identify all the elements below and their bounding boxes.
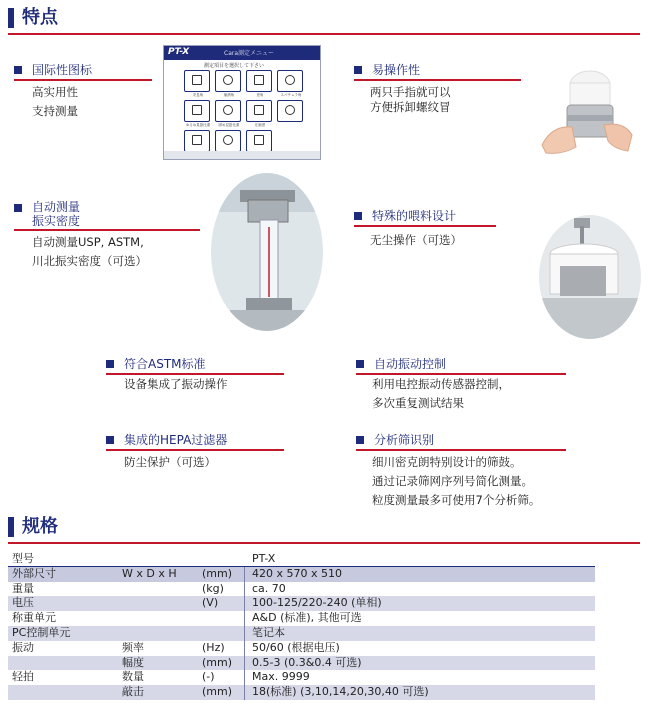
spec-cell-value: Max. 9999 bbox=[252, 670, 310, 684]
column-divider bbox=[244, 641, 245, 656]
specs-section-header bbox=[0, 513, 650, 543]
spec-cell-unit: (-) bbox=[202, 670, 215, 684]
spec-cell-label: 称重单元 bbox=[12, 611, 56, 625]
feature-heading-label: 自动振动控制 bbox=[374, 357, 447, 371]
spec-cell-unit: (Hz) bbox=[202, 640, 225, 654]
screen-menu-glyph bbox=[254, 135, 264, 145]
screen-menu-icon bbox=[184, 100, 211, 127]
screen-menu-label: 差角 bbox=[256, 93, 264, 97]
screen-menu-label: 固め見掛比重 bbox=[218, 123, 240, 127]
feature-line: 设备集成了振动操作 bbox=[124, 377, 228, 391]
feature-line: 自动测量USP, ASTM, bbox=[32, 235, 144, 249]
heading-underline bbox=[354, 79, 521, 81]
heading-underline bbox=[14, 79, 152, 81]
spec-table bbox=[8, 552, 595, 700]
features-title: 特点 bbox=[22, 7, 58, 28]
heading-underline bbox=[356, 373, 566, 375]
spec-cell-label: 外部尺寸 bbox=[12, 566, 56, 580]
table-row bbox=[8, 626, 595, 641]
feature-heading-auto-tap-density bbox=[14, 200, 200, 236]
table-row bbox=[8, 611, 595, 626]
feature-heading-label: 自动测量 bbox=[32, 200, 81, 214]
bullet-square bbox=[354, 66, 362, 74]
heading-underline bbox=[106, 449, 284, 451]
spec-cell-unit: (kg) bbox=[202, 581, 224, 595]
spec-cell-label: 电压 bbox=[12, 596, 34, 610]
bullet-square bbox=[14, 66, 22, 74]
heading-underline bbox=[14, 229, 200, 231]
feature-heading-label: 符合ASTM标准 bbox=[124, 357, 206, 371]
feature-line: 防尘保护（可选） bbox=[124, 455, 216, 469]
feature-line: 方便拆卸螺纹冒 bbox=[370, 100, 451, 114]
column-divider bbox=[244, 656, 245, 671]
feature-heading-label: 易操作性 bbox=[372, 63, 421, 77]
spec-cell-sub: 敲击 bbox=[122, 685, 144, 699]
bullet-square bbox=[356, 436, 364, 444]
feature-line: 利用电控振动传感器控制， bbox=[372, 377, 510, 391]
screen-menu-icon bbox=[277, 100, 303, 122]
feature-heading-label: 特殊的喂料设计 bbox=[372, 209, 457, 223]
screen-menu-label: 圧縮度 bbox=[254, 123, 266, 127]
spec-cell-sub: 频率 bbox=[122, 640, 144, 654]
section-rule bbox=[8, 542, 640, 544]
table-row bbox=[8, 596, 595, 611]
feature-line: 无尘操作（可选） bbox=[370, 233, 462, 247]
spec-cell-label: 轻拍 bbox=[12, 670, 34, 684]
feature-line: 粒度测量最多可使用7个分析筛。 bbox=[372, 493, 541, 507]
spec-cell-label: PC控制单元 bbox=[12, 625, 71, 639]
spec-cell-value: 100-125/220-240 (单相) bbox=[252, 596, 382, 610]
table-row bbox=[8, 685, 595, 700]
spec-cell-label: 振动 bbox=[12, 640, 34, 654]
spec-cell-value: 笔记本 bbox=[252, 625, 285, 639]
screen-menu-label: 安息角 bbox=[192, 93, 204, 97]
bullet-square bbox=[14, 204, 22, 212]
software-screenshot bbox=[163, 45, 321, 160]
screen-menu-glyph bbox=[223, 105, 233, 115]
bullet-square bbox=[356, 360, 364, 368]
spec-cell-value: A&D (标准), 其他可选 bbox=[252, 611, 362, 625]
spec-cell-value: 50/60 (根据电压) bbox=[252, 640, 340, 654]
screen-menu-glyph bbox=[285, 105, 295, 115]
screen-menu-icon bbox=[246, 130, 272, 152]
screen-title-bar bbox=[164, 46, 320, 60]
spec-header-label: 型号 bbox=[12, 552, 34, 565]
spec-cell-unit: (mm) bbox=[202, 566, 233, 580]
table-row bbox=[8, 567, 595, 582]
hand-cap-photo bbox=[532, 55, 642, 165]
spec-cell-unit: (mm) bbox=[202, 655, 233, 669]
screen-menu-label: 崩潰角 bbox=[223, 93, 235, 97]
bullet-square bbox=[354, 212, 362, 220]
section-marker bbox=[8, 8, 14, 28]
screen-menu-icon bbox=[184, 70, 210, 97]
screen-menu-glyph bbox=[192, 75, 202, 85]
column-divider bbox=[244, 685, 245, 700]
column-divider bbox=[244, 582, 245, 597]
screen-prompt: 測定項目を選択して下さい bbox=[204, 63, 265, 69]
features-section-header bbox=[0, 4, 650, 34]
screen-menu-glyph bbox=[223, 75, 233, 85]
screen-icon-grid bbox=[184, 70, 304, 150]
bullet-square bbox=[106, 360, 114, 368]
graduated-cylinder-photo bbox=[210, 172, 325, 332]
screen-status-bar bbox=[164, 151, 320, 159]
column-divider bbox=[244, 567, 245, 582]
feature-line: 通过记录筛网序列号简化测量。 bbox=[372, 474, 533, 488]
screen-logo: PT-X bbox=[168, 47, 190, 57]
spec-cell-value: 0.5-3 (0.3&0.4 可选) bbox=[252, 655, 362, 669]
spec-cell-unit: (V) bbox=[202, 596, 219, 610]
feature-heading-label: 分析筛识别 bbox=[374, 433, 435, 447]
column-divider bbox=[244, 611, 245, 626]
screen-menu-glyph bbox=[285, 75, 295, 85]
feature-line: 支持测量 bbox=[32, 104, 78, 118]
feature-line: 两只手指就可以 bbox=[370, 85, 451, 99]
screen-menu-glyph bbox=[223, 135, 233, 145]
heading-underline bbox=[356, 449, 566, 451]
spec-cell-sub: 数量 bbox=[122, 670, 144, 684]
specs-title: 规格 bbox=[22, 516, 58, 537]
spec-cell-value: 420 x 570 x 510 bbox=[252, 566, 342, 580]
screen-menu-icon bbox=[215, 100, 241, 127]
spec-header-row bbox=[8, 552, 595, 567]
table-row bbox=[8, 641, 595, 656]
feature-line: 高实用性 bbox=[32, 85, 78, 99]
screen-menu-glyph bbox=[192, 105, 202, 115]
table-row bbox=[8, 670, 595, 685]
screen-menu-icon bbox=[215, 130, 241, 152]
screen-menu-label: ゆるめ見掛比重 bbox=[185, 123, 211, 127]
heading-underline bbox=[354, 225, 496, 227]
bullet-square bbox=[106, 436, 114, 444]
screen-menu-icon bbox=[277, 70, 303, 97]
column-divider bbox=[244, 626, 245, 641]
feature-heading-label: 集成的HEPA过滤器 bbox=[124, 433, 228, 447]
screen-menu-icon bbox=[246, 70, 272, 97]
feature-line: 细川密克朗特别设计的筛鼓。 bbox=[372, 455, 522, 469]
spec-cell-value: 18(标准) (3,10,14,20,30,40 可选) bbox=[252, 685, 429, 699]
section-marker bbox=[8, 517, 14, 537]
table-row bbox=[8, 582, 595, 597]
column-divider bbox=[244, 670, 245, 685]
screen-menu-icon bbox=[184, 130, 210, 152]
spec-rows bbox=[8, 567, 595, 700]
spec-header-value: PT-X bbox=[252, 552, 276, 565]
table-row bbox=[8, 656, 595, 671]
spec-cell-value: ca. 70 bbox=[252, 581, 286, 595]
spec-cell-unit: (mm) bbox=[202, 685, 233, 699]
screen-title: Cara測定メニュー bbox=[224, 50, 275, 57]
section-rule bbox=[8, 33, 640, 35]
feature-line: 川北振实密度（可选） bbox=[32, 254, 147, 268]
feature-heading-label: 振实密度 bbox=[32, 214, 81, 228]
screen-menu-icon bbox=[246, 100, 272, 127]
heading-underline bbox=[106, 373, 284, 375]
spec-cell-label: 重量 bbox=[12, 581, 34, 595]
screen-menu-glyph bbox=[192, 135, 202, 145]
screen-menu-icon bbox=[215, 70, 241, 97]
screen-menu-glyph bbox=[254, 75, 264, 85]
feature-line: 多次重复测试结果 bbox=[372, 396, 464, 410]
spec-cell-sub: W x D x H bbox=[122, 566, 177, 580]
column-divider bbox=[244, 596, 245, 611]
screen-menu-glyph bbox=[254, 105, 264, 115]
spec-cell-sub: 幅度 bbox=[122, 655, 144, 669]
feature-heading-label: 国际性图标 bbox=[32, 63, 93, 77]
feeder-photo bbox=[538, 214, 642, 340]
screen-menu-label: スパチュラ角 bbox=[280, 93, 302, 97]
